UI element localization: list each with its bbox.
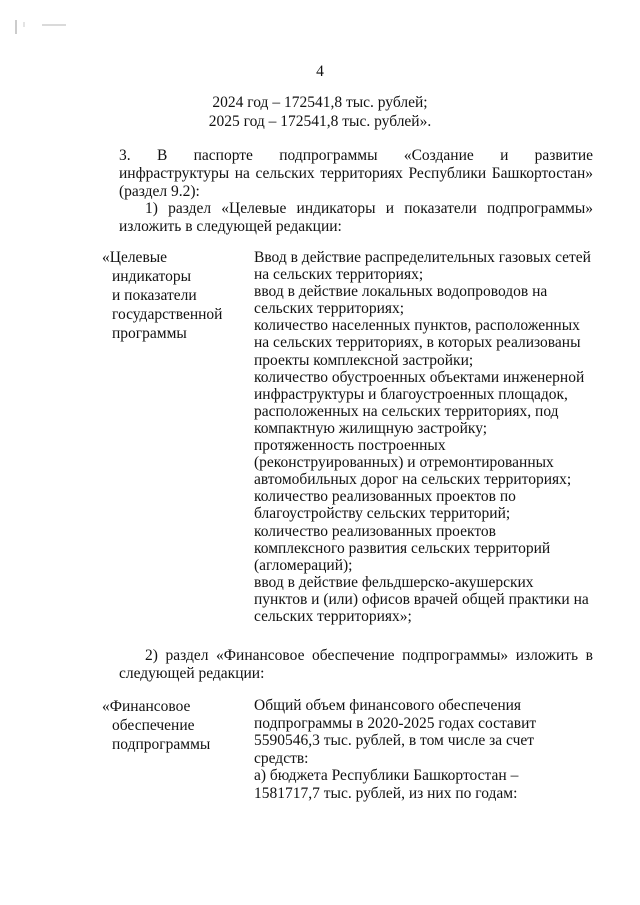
table1-content-line: (реконструированных) и отремонтированных	[254, 454, 554, 472]
table1-content-line: комплексного развития сельских территорий	[254, 539, 551, 557]
table1-content-line: благоустройству сельских территорий;	[254, 505, 511, 523]
table2-label-line: подпрограммы	[112, 736, 211, 753]
sub1-line-2: изложить в следующей редакции:	[119, 218, 342, 235]
sub2-line-2: следующей редакции:	[119, 665, 265, 682]
table1-content-line: на сельских территориях, в которых реализованы	[254, 334, 581, 352]
table1-content-line: Ввод в действие распределительных газовых сетей	[254, 249, 591, 266]
table2-label-line: обеспечение	[112, 717, 195, 734]
year-2024-line: 2024 год – 172541,8 тыс. рублей;	[212, 94, 428, 111]
table1-content-line: компактную жилищную застройку;	[254, 419, 488, 437]
table1-content-line: пунктов и (или) офисов врачей общей практики на	[254, 590, 589, 608]
year-2025-line: 2025 год – 172541,8 тыс. рублей».	[208, 113, 432, 130]
table1-content-line: автомобильных дорог на сельских территориях;	[254, 471, 572, 489]
table1-content-line: на сельских территориях;	[254, 266, 424, 284]
table2-content-line: 1581717,7 тыс. рублей, из них по годам:	[254, 784, 518, 802]
table1-label-line: индикаторы	[112, 268, 192, 285]
table1-content-line: (агломераций);	[254, 556, 353, 574]
table2-content-line: а) бюджета Республики Башкортостан –	[254, 767, 519, 785]
para3-line-1: 3. В паспорте подпрограммы «Создание и развитие	[119, 147, 593, 164]
table1-content-line: проекты комплексной застройки;	[254, 351, 474, 369]
table2-label-line: «Финансовое	[102, 698, 191, 715]
table1-content-line: количество населенных пунктов, расположенных	[254, 317, 580, 335]
table1-content-line: протяженность построенных	[254, 437, 446, 455]
sub1-line-1: 1) раздел «Целевые индикаторы и показатели подпрограммы»	[145, 200, 593, 217]
table1-label-line: и показатели	[112, 287, 197, 304]
table2-content-line: Общий объем финансового обеспечения	[254, 697, 522, 714]
table1-content-line: количество обустроенных объектами инженерной	[254, 368, 585, 386]
table1-label	[102, 248, 222, 343]
table2-content-line: средств:	[254, 749, 309, 767]
table1-label-line: программы	[112, 325, 187, 342]
table1-label-line: «Целевые	[102, 249, 168, 266]
scan-artifact-mark	[14, 18, 66, 34]
table1-content-line: ввод в действие локальных водопроводов на	[254, 283, 548, 301]
page-number: 4	[316, 63, 324, 80]
table1-content-line: ввод в действие фельдшерско-акушерских	[254, 573, 534, 591]
table2-content-line: подпрограммы в 2020-2025 годах составит	[254, 714, 537, 732]
table1-content-line: сельских территориях;	[254, 300, 405, 318]
para3-line-2: инфраструктуры на сельских территориях Республики Башкортостан»	[119, 165, 593, 182]
table1-label-line: государственной	[112, 306, 223, 323]
table1-content-line: количество реализованных проектов по	[254, 488, 516, 506]
table2-content	[254, 697, 536, 803]
para3-line-3: (раздел 9.2):	[119, 183, 200, 200]
table2-content-line: 5590546,3 тыс. рублей, в том числе за счет	[254, 732, 535, 750]
sub2-line-1: 2) раздел «Финансовое обеспечение подпрограммы» изложить в	[145, 647, 593, 664]
table1-content	[254, 249, 606, 625]
table1-content-line: инфраструктуры и благоустроенных площадок,	[254, 385, 568, 403]
table1-content-line: расположенных на сельских территориях, под	[254, 402, 559, 420]
table1-content-line: количество реализованных проектов	[254, 522, 496, 540]
table1-content-line: сельских территориях»;	[254, 607, 412, 625]
table2-label	[102, 697, 210, 754]
